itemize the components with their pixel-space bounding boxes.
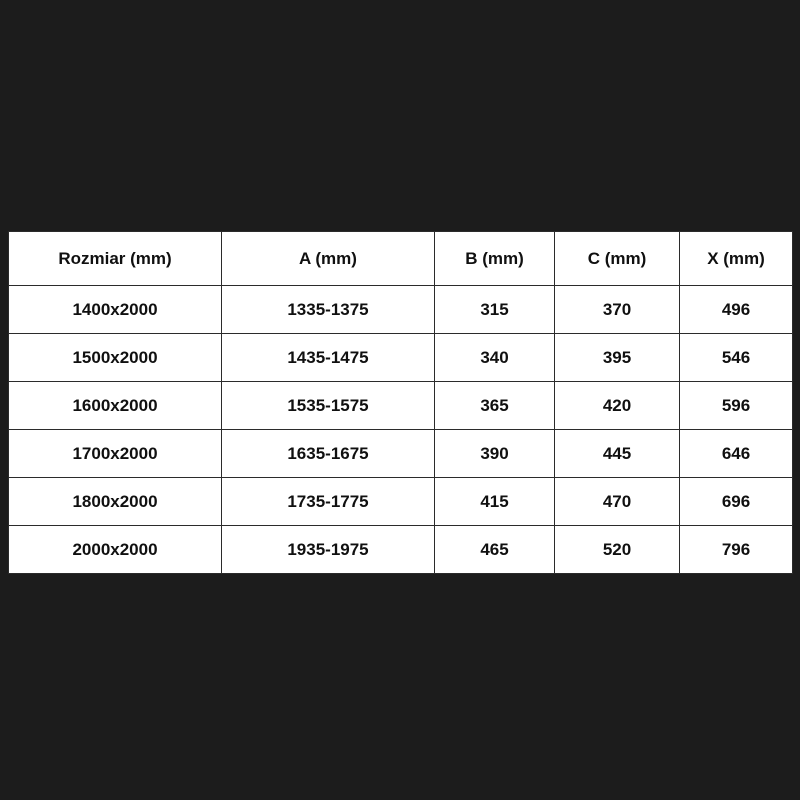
cell-a: 1435-1475 [222,334,435,382]
table-header [9,232,793,286]
cell-b: 465 [435,526,555,574]
cell-c: 420 [555,382,680,430]
cell-size: 1800x2000 [9,478,222,526]
cell-b: 365 [435,382,555,430]
cell-b: 315 [435,286,555,334]
table-row [9,478,793,526]
cell-b: 415 [435,478,555,526]
cell-a: 1635-1675 [222,430,435,478]
cell-size: 1400x2000 [9,286,222,334]
column-header-a: A (mm) [222,232,435,286]
cell-x: 696 [680,478,793,526]
cell-a: 1935-1975 [222,526,435,574]
column-header-x: X (mm) [680,232,793,286]
column-header-rozmiar: Rozmiar (mm) [9,232,222,286]
cell-b: 340 [435,334,555,382]
column-header-b: B (mm) [435,232,555,286]
column-header-c: C (mm) [555,232,680,286]
cell-a: 1535-1575 [222,382,435,430]
cell-size: 1600x2000 [9,382,222,430]
cell-c: 445 [555,430,680,478]
table-row [9,430,793,478]
cell-a: 1335-1375 [222,286,435,334]
dimensions-table-container [8,231,792,574]
cell-x: 796 [680,526,793,574]
table-body [9,286,793,574]
cell-a: 1735-1775 [222,478,435,526]
cell-c: 520 [555,526,680,574]
cell-size: 1700x2000 [9,430,222,478]
cell-size: 2000x2000 [9,526,222,574]
cell-c: 470 [555,478,680,526]
table-row [9,334,793,382]
table-row [9,382,793,430]
cell-x: 596 [680,382,793,430]
cell-size: 1500x2000 [9,334,222,382]
table-row [9,526,793,574]
table-header-row [9,232,793,286]
cell-b: 390 [435,430,555,478]
cell-c: 395 [555,334,680,382]
cell-x: 496 [680,286,793,334]
table-row [9,286,793,334]
dimensions-table [8,231,793,574]
cell-c: 370 [555,286,680,334]
cell-x: 546 [680,334,793,382]
cell-x: 646 [680,430,793,478]
